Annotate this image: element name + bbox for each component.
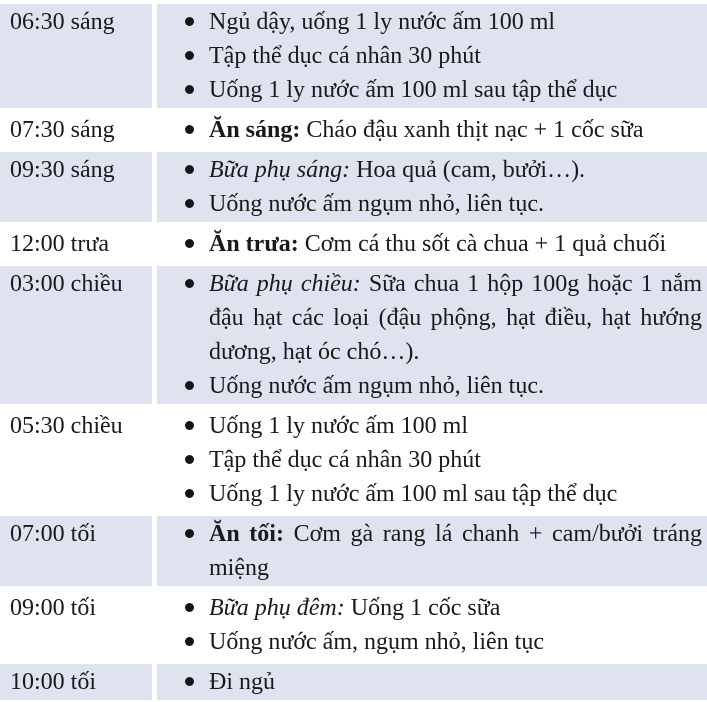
content-cell [157,266,707,404]
schedule-row [0,4,707,108]
activity-list [157,665,707,699]
schedule-row [0,516,707,586]
activity-item: Tập thể dục cá nhân 30 phút [157,39,707,73]
time-cell: 12:00 trưa [0,226,152,262]
activity-list [157,153,707,221]
activity-list [157,591,707,659]
activity-item: Tập thể dục cá nhân 30 phút [157,443,707,477]
activity-item: Uống nước ấm, ngụm nhỏ, liên tục [157,625,707,659]
activity-list [157,517,707,585]
activity-item: Uống 1 ly nước ấm 100 ml sau tập thể dục [157,477,707,511]
activity-item: Bữa phụ sáng: Hoa quả (cam, bưởi…). [157,153,707,187]
activity-list [157,409,707,511]
time-cell: 09:00 tối [0,590,152,660]
activity-item: Đi ngủ [157,665,707,699]
time-cell: 07:00 tối [0,516,152,586]
time-cell: 06:30 sáng [0,4,152,108]
activity-item: Ăn sáng: Cháo đậu xanh thịt nạc + 1 cốc sữa [157,113,707,147]
time-cell: 07:30 sáng [0,112,152,148]
time-cell: 09:30 sáng [0,152,152,222]
activity-item: Bữa phụ đêm: Uống 1 cốc sữa [157,591,707,625]
time-cell: 05:30 chiều [0,408,152,512]
time-cell: 10:00 tối [0,664,152,700]
activity-list [157,5,707,107]
schedule-row [0,266,707,404]
content-cell [157,152,707,222]
activity-item: Uống nước ấm ngụm nhỏ, liên tục. [157,369,707,403]
activity-item: Uống 1 ly nước ấm 100 ml [157,409,707,443]
schedule-row [0,590,707,660]
activity-prefix: Bữa phụ đêm: [209,595,345,621]
content-cell [157,226,707,262]
activity-list [157,227,707,261]
activity-item: Uống 1 ly nước ấm 100 ml sau tập thể dục [157,73,707,107]
schedule-row [0,226,707,262]
activity-prefix: Bữa phụ chiều: [209,271,361,297]
schedule-row [0,408,707,512]
activity-prefix: Bữa phụ sáng: [209,157,351,183]
content-cell [157,516,707,586]
time-cell: 03:00 chiều [0,266,152,404]
content-cell [157,4,707,108]
schedule-row [0,112,707,148]
schedule-row [0,152,707,222]
activity-prefix: Ăn sáng: [209,117,301,143]
content-cell [157,664,707,700]
activity-prefix: Ăn trưa: [209,231,299,257]
activity-item: Ngủ dậy, uống 1 ly nước ấm 100 ml [157,5,707,39]
activity-item: Ăn trưa: Cơm cá thu sốt cà chua + 1 quả chuối [157,227,707,261]
activity-item: Bữa phụ chiều: Sữa chua 1 hộp 100g hoặc 1 nắm đậu hạt các loại (đậu phộng, hạt điều, hạt hướng dương, hạt óc chó…). [157,267,707,369]
content-cell [157,408,707,512]
schedule-row [0,664,707,700]
activity-item: Ăn tối: Cơm gà rang lá chanh + cam/bưởi tráng miệng [157,517,707,585]
content-cell [157,590,707,660]
activity-prefix: Ăn tối: [209,521,284,547]
content-cell [157,112,707,148]
activity-item: Uống nước ấm ngụm nhỏ, liên tục. [157,187,707,221]
activity-list [157,267,707,403]
activity-list [157,113,707,147]
